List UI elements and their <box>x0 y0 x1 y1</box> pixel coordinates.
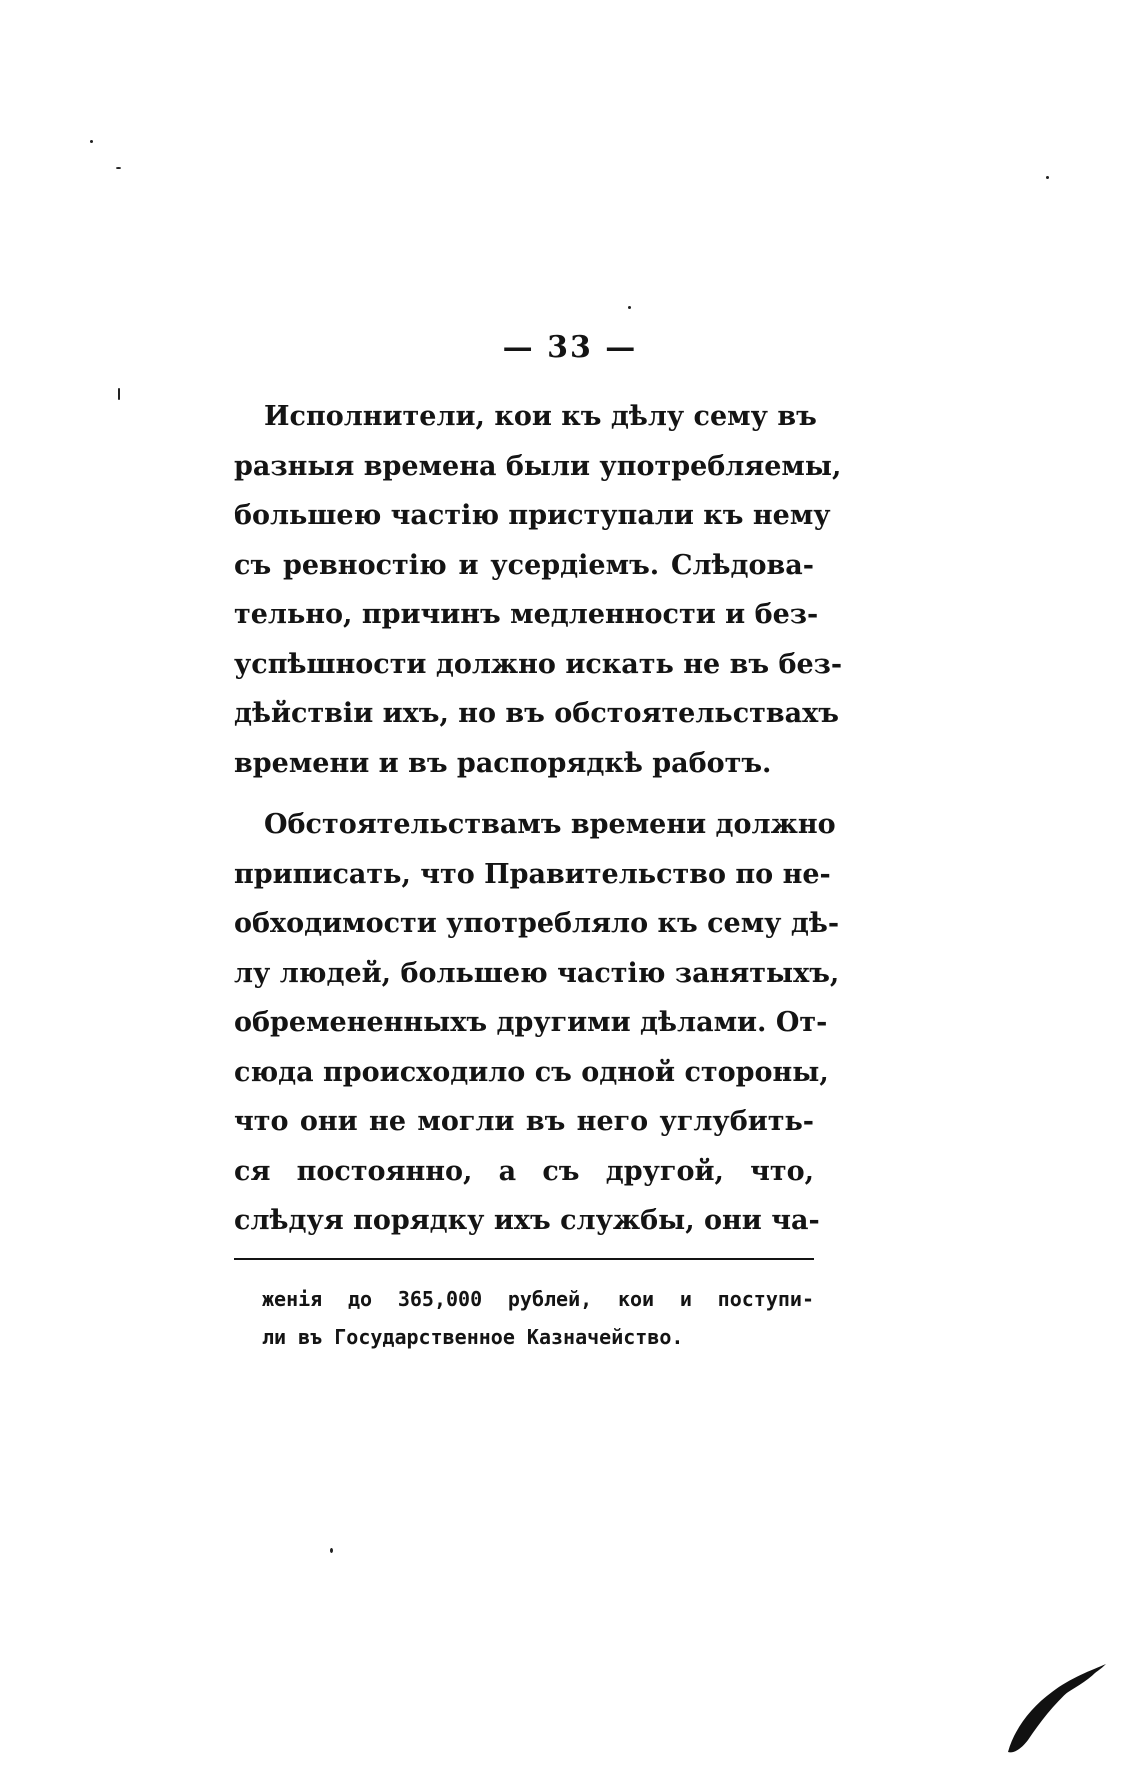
paragraph-line: обходимости употребляло къ сему дѣ- <box>234 908 840 939</box>
footnote <box>262 1280 814 1356</box>
paragraph-line: тельно, причинъ медленности и без- <box>234 599 819 630</box>
paragraph-line: слѣдуя порядку ихъ службы, они ча- <box>234 1205 820 1236</box>
footnote-line: женія до 365,000 рублей, кои и поступи- <box>262 1287 814 1311</box>
paragraph-line: лу людей, большею частію занятыхъ, <box>234 957 840 989</box>
ink-blot <box>1000 1660 1110 1755</box>
footnote-line: ли въ Государственное Казначейство. <box>262 1325 684 1349</box>
footnote-divider <box>234 1258 814 1260</box>
paragraph-line: что они не могли въ него углубить- <box>234 1106 814 1137</box>
paragraph-line: успѣшности должно искать не въ без- <box>234 648 843 680</box>
paragraph-line: времени и въ распорядкѣ работъ. <box>234 747 772 779</box>
scan-speck <box>118 388 120 400</box>
paragraph-line: ся постоянно, а съ другой, что, <box>234 1155 814 1187</box>
paragraph-1 <box>234 392 843 788</box>
paragraph-line: Исполнители, кои къ дѣлу сему въ <box>264 401 817 432</box>
scan-speck <box>90 140 93 143</box>
paragraph-line: съ ревностію и усердіемъ. Слѣдова- <box>234 549 814 581</box>
paragraph-line: обремененныхъ другими дѣлами. От- <box>234 1007 828 1038</box>
paragraph-line: разныя времена были употребляемы, <box>234 450 842 482</box>
scan-speck <box>628 306 631 309</box>
paragraph-line: дѣйствіи ихъ, но въ обстоятельствахъ <box>234 698 839 729</box>
scan-speck <box>330 1548 333 1553</box>
paragraph-line: большею частію приступали къ нему <box>234 500 831 531</box>
paragraph-line: Обстоятельствамъ времени должно <box>264 809 836 840</box>
paragraph-line: сюда происходило съ одной стороны, <box>234 1056 829 1088</box>
paragraph-2 <box>234 800 840 1246</box>
scan-speck <box>116 167 121 169</box>
paragraph-line: приписать, что Правительство по не- <box>234 858 831 890</box>
scan-speck <box>1046 176 1049 179</box>
page-number: — 33 — <box>502 330 638 365</box>
